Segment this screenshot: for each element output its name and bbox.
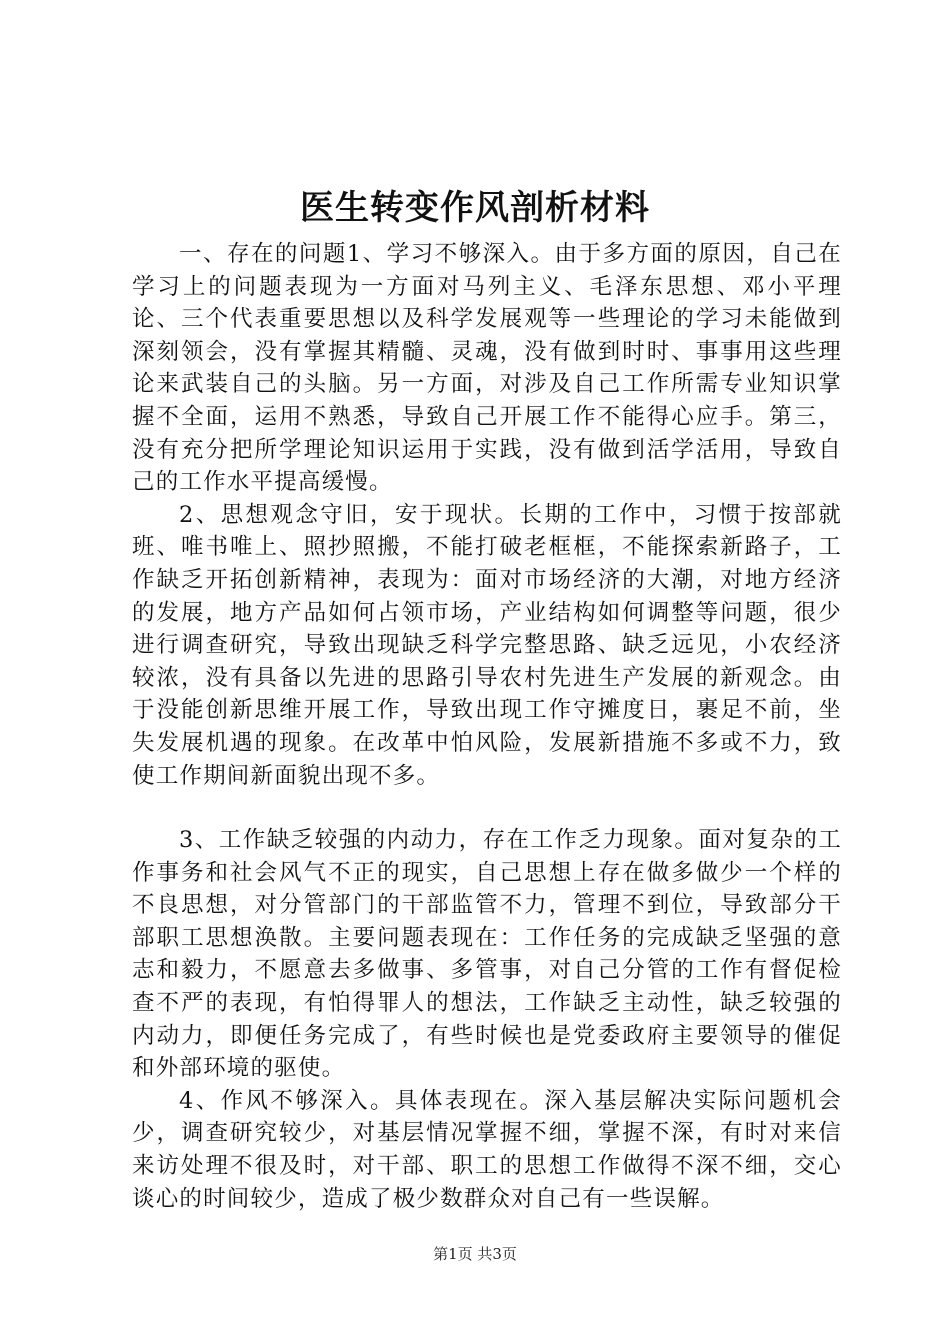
document-body <box>132 238 842 1215</box>
page-footer: 第1页 共3页 <box>433 1245 517 1263</box>
document-title: 医生转变作风剖析材料 <box>300 188 650 228</box>
paragraph-spacer <box>132 792 842 824</box>
paragraph-1: 一、存在的问题1、学习不够深入。由于多方面的原因，自己在学习上的问题表现为一方面对马列主义、毛泽东思想、邓小平理论、三个代表重要思想以及科学发展观等一些理论的学习未能做到深刻领会，没有掌握其精髓、灵魂，没有做到时时、事事用这些理论来武装自己的头脑。另一方面，对涉及自己工作所需专业知识掌握不全面，运用不熟悉，导致自己开展工作不能得心应手。第三，没有充分把所学理论知识运用于实践，没有做到活学活用，导致自己的工作水平提高缓慢。 <box>132 241 842 496</box>
paragraph-2: 2、思想观念守旧，安于现状。长期的工作中，习惯于按部就班、唯书唯上、照抄照搬，不能打破老框框，不能探索新路子，工作缺乏开拓创新精神，表现为：面对市场经济的大潮，对地方经济的发展，地方产品如何占领市场，产业结构如何调整等问题，很少进行调查研究，导致出现缺乏科学完整思路、缺乏远见，小农经济较浓，没有具备以先进的思路引导农村先进生产发展的新观念。由于没能创新思维开展工作，导致出现工作守摊度日，裹足不前，坐失发展机遇的现象。在改革中怕风险，发展新措施不多或不力，致使工作期间新面貌出现不多。 <box>132 501 842 789</box>
paragraph-3: 3、工作缺乏较强的内动力，存在工作乏力现象。面对复杂的工作事务和社会风气不正的现实，自己思想上存在做多做少一个样的不良思想，对分管部门的干部监管不力，管理不到位，导致部分干部职工思想涣散。主要问题表现在：工作任务的完成缺乏坚强的意志和毅力，不愿意去多做事、多管事，对自己分管的工作有督促检查不严的表现，有怕得罪人的想法，工作缺乏主动性，缺乏较强的内动力，即便任务完成了，有些时候也是党委政府主要领导的催促和外部环境的驱使。 <box>132 827 842 1082</box>
paragraph-4: 4、作风不够深入。具体表现在。深入基层解决实际问题机会少，调查研究较少，对基层情况掌握不细，掌握不深，有时对来信来访处理不很及时，对干部、职工的思想工作做得不深不细，交心谈心的时间较少，造成了极少数群众对自己有一些误解。 <box>132 1087 842 1212</box>
